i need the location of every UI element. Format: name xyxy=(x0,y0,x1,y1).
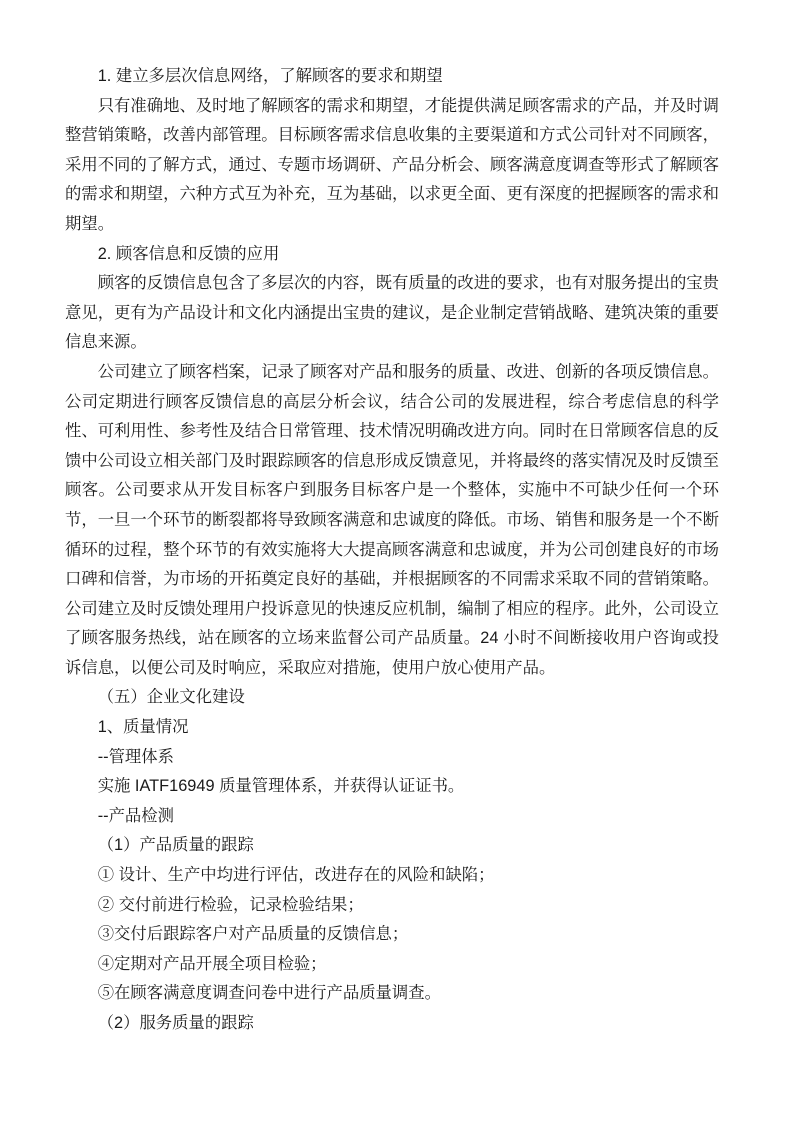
list-item-2: ② 交付前进行检验，记录检验结果； xyxy=(97,895,364,914)
heading-product-quality-tracking: （1）产品质量的跟踪 xyxy=(97,836,254,855)
list-item-1: ① 设计、生产中均进行评估，改进存在的风险和缺陷； xyxy=(97,866,495,885)
heading-quality-status: 1、质量情况 xyxy=(97,718,189,737)
heading-info-network: 1. 建立多层次信息网络，了解顾客的要求和期望 xyxy=(97,67,443,85)
heading-service-quality-tracking: （2）服务质量的跟踪 xyxy=(97,1014,254,1032)
heading-corporate-culture: （五）企业文化建设 xyxy=(97,688,245,707)
list-item-4: ④定期对产品开展全项目检验； xyxy=(97,954,327,973)
para-customer-needs: 只有准确地、及时地了解顾客的需求和期望，才能提供满足顾客需求的产品，并及时调整营销策略，改善内部管理。目标顾客需求信息收集的主要渠道和方式公司针对不同顾客，采用不同的了解方式，通过、专题市场调研、产品分析会、顾客满意度调查等形式了解顾客的需求和期望，六种方式互为补充，互为基础，以求更全面、更有深度的把握顾客的需求和期望。 xyxy=(65,96,719,233)
para-customer-archive: 公司建立了顾客档案，记录了顾客对产品和服务的质量、改进、创新的各项反馈信息。公司定期进行顾客反馈信息的高层分析会议，结合公司的发展进程，综合考虑信息的科学性、可利用性、参考性及结合日常管理、技术情况明确改进方向。同时在日常顾客信息的反馈中公司设立相关部门及时跟踪顾客的信息形成反馈意见，并将最终的落实情况及时反馈至顾客。公司要求从开发目标客户到服务目标客户是一个整体，实施中不可缺少任何一个环节，一旦一个环节的断裂都将导致顾客满意和忠诚度的降低。市场、销售和服务是一个不断循环的过程，整个环节的有效实施将大大提高顾客满意和忠诚度，并为公司创建良好的市场口碑和信誉，为市场的开拓奠定良好的基础，并根据顾客的不同需求采取不同的营销策略。公司建立及时反馈处理用户投诉意见的快速反应机制，编制了相应的程序。此外，公司设立了顾客服务热线，站在顾客的立场来监督公司产品质量。24 小时不间断接收用户咨询或投诉信息，以便公司及时响应，采取应对措施，使用户放心使用产品。 xyxy=(65,362,719,677)
document-text-block xyxy=(65,62,719,1039)
list-item-3: ③交付后跟踪客户对产品质量的反馈信息； xyxy=(97,925,409,944)
subheading-product-inspection: --产品检测 xyxy=(97,806,174,825)
list-item-5: ⑤在顾客满意度调查问卷中进行产品质量调查。 xyxy=(97,984,441,1003)
para-feedback-content: 顾客的反馈信息包含了多层次的内容，既有质量的改进的要求，也有对服务提出的宝贵意见，更有为产品设计和文化内涵提出宝贵的建议，是企业制定营销战略、建筑决策的重要信息来源。 xyxy=(65,274,719,352)
subheading-management-system: --管理体系 xyxy=(97,747,174,766)
heading-feedback-application: 2. 顾客信息和反馈的应用 xyxy=(97,244,280,263)
para-iatf-certification: 实施 IATF16949 质量管理体系，并获得认证证书。 xyxy=(97,777,465,796)
